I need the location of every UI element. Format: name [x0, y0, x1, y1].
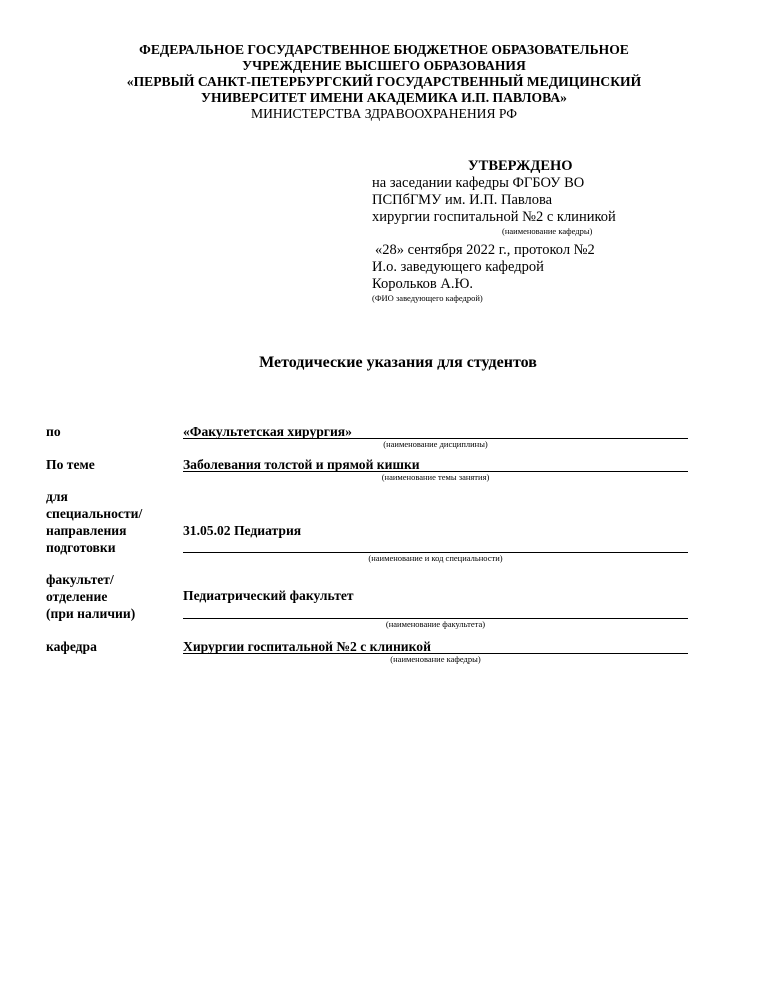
approval-head-hint: (ФИО заведующего кафедрой) [372, 293, 483, 303]
header-line-5: МИНИСТЕРСТВА ЗДРАВООХРАНЕНИЯ РФ [250, 106, 517, 121]
faculty-label-line-1: факультет/ [46, 572, 114, 587]
topic-label: По теме [46, 457, 95, 472]
approval-title: УТВЕРЖДЕНО [468, 158, 573, 174]
specialty-label [46, 488, 142, 556]
approval-block [372, 158, 702, 303]
approval-line-2: ПСПбГМУ им. И.П. Павлова [372, 192, 553, 208]
topic-value: Заболевания толстой и прямой кишки [183, 457, 420, 472]
approval-head-title: И.о. заведующего кафедрой [372, 259, 544, 275]
department-caption: (наименование кафедры) [390, 654, 481, 664]
department-value: Хирургии госпитальной №2 с клиникой [183, 639, 431, 654]
specialty-caption: (наименование и код специальности) [368, 553, 503, 563]
specialty-label-line-2: специальности/ [46, 506, 143, 521]
faculty-label-line-3: (при наличии) [46, 606, 136, 621]
approval-dept-hint: (наименование кафедры) [502, 226, 593, 236]
discipline-value: «Факультетская хирургия» [183, 424, 352, 439]
document-title: Методические указания для студентов [259, 354, 537, 371]
specialty-label-line-1: для [46, 489, 68, 504]
header-line-4: УНИВЕРСИТЕТ ИМЕНИ АКАДЕМИКА И.П. ПАВЛОВА» [201, 90, 567, 105]
faculty-caption: (наименование факультета) [385, 619, 486, 629]
faculty-label [46, 571, 135, 622]
specialty-label-line-4: подготовки [46, 540, 116, 555]
discipline-caption: (наименование дисциплины) [383, 439, 488, 449]
header-line-3: «ПЕРВЫЙ САНКТ-ПЕТЕРБУРГСКИЙ ГОСУДАРСТВЕННЫЙ МЕДИЦИНСКИЙ [126, 74, 642, 89]
faculty-value: Педиатрический факультет [183, 588, 354, 603]
specialty-value: 31.05.02 Педиатрия [183, 523, 302, 538]
department-label: кафедра [46, 639, 97, 654]
approval-line-3: хирургии госпитальной №2 с клиникой [372, 209, 616, 225]
header-line-2: УЧРЕЖДЕНИЕ ВЫСШЕГО ОБРАЗОВАНИЯ [242, 58, 526, 73]
discipline-label: по [46, 424, 61, 439]
approval-head-name: Корольков А.Ю. [372, 276, 474, 292]
specialty-label-line-3: направления [46, 523, 127, 538]
topic-caption: (наименование темы занятия) [381, 472, 490, 482]
header-line-1: ФЕДЕРАЛЬНОЕ ГОСУДАРСТВЕННОЕ БЮДЖЕТНОЕ ОБРАЗОВАТЕЛЬНОЕ [139, 42, 629, 57]
approval-line-1: на заседании кафедры ФГБОУ ВО [372, 175, 585, 191]
faculty-label-line-2: отделение [46, 589, 108, 604]
institution-header [0, 42, 768, 122]
approval-date: «28» сентября 2022 г., протокол №2 [375, 242, 595, 258]
